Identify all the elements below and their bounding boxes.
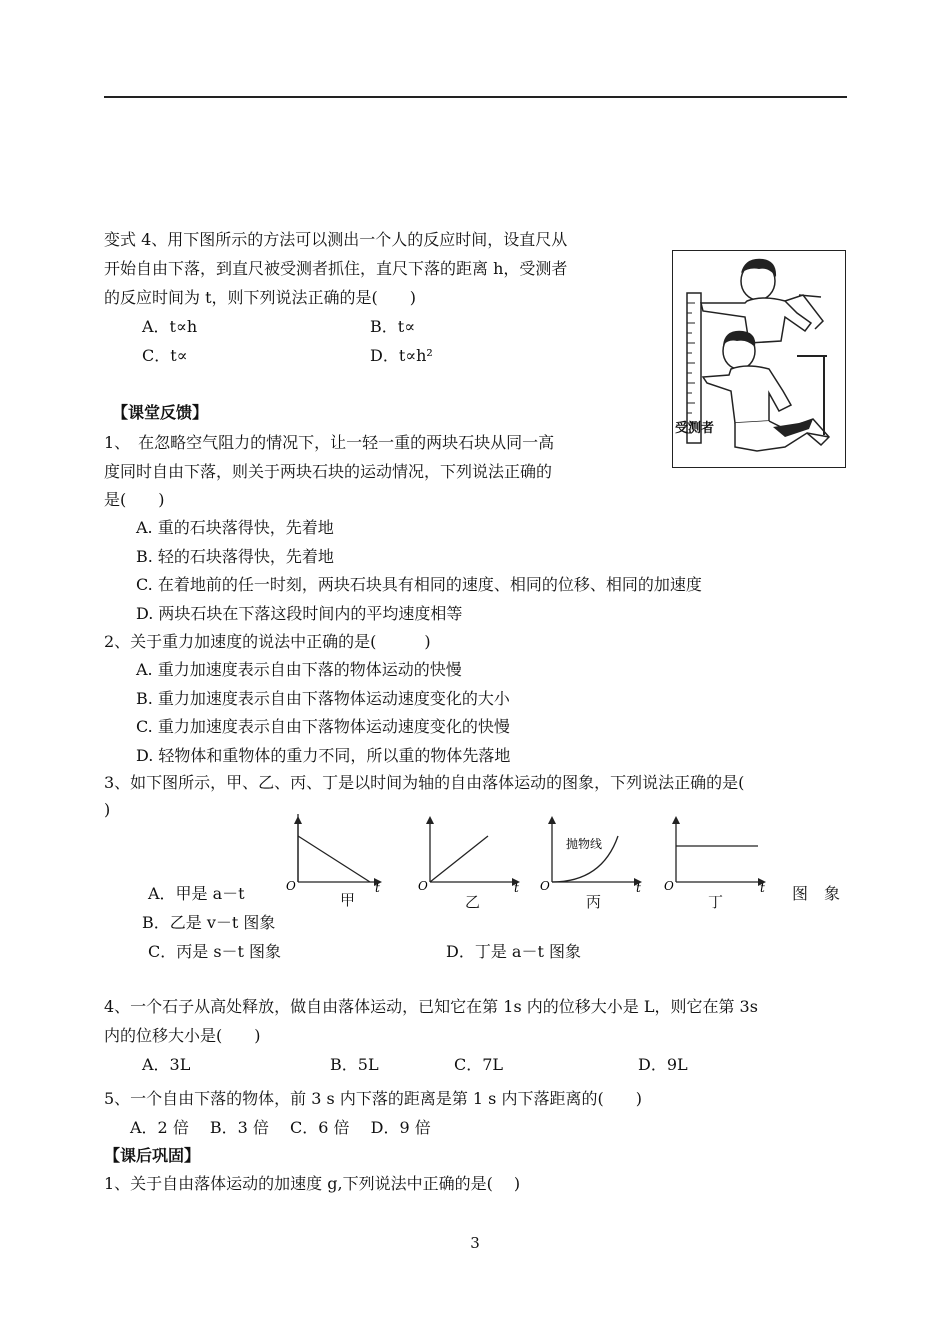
page-number: 3	[470, 1234, 480, 1252]
q2-stem: 2、关于重力加速度的说法中正确的是( )	[104, 632, 431, 651]
header-rule	[104, 96, 847, 98]
q1-option-d: D. 两块石块在下落这段时间内的平均速度相等	[136, 604, 463, 623]
graph-bing	[536, 814, 648, 894]
q1-option-c: C. 在着地前的任一时刻，两块石块具有相同的速度、相同的位移、相同的加速度	[136, 575, 702, 594]
graph-ding-name: 丁	[708, 893, 724, 911]
q3-option-d: D．丁是 a－t 图象	[446, 942, 581, 961]
q3-option-c: C．丙是 s－t 图象	[148, 942, 282, 961]
q4-option-b: B．5L	[330, 1055, 379, 1074]
q5-stem: 5、一个自由下落的物体，前 3 s 内下落的距离是第 1 s 内下落距离的( )	[104, 1089, 642, 1108]
q4-line-2: 内的位移大小是( )	[104, 1026, 261, 1045]
q1-option-b: B. 轻的石块落得快，先着地	[136, 547, 334, 566]
graph-yi-origin: O	[418, 879, 428, 893]
q1-line-1: 1、 在忽略空气阻力的情况下，让一轻一重的两块石块从同一高	[104, 433, 555, 452]
after-class-q1: 1、关于自由落体运动的加速度 g,下列说法中正确的是( )	[104, 1174, 521, 1193]
feedback-heading: 【课堂反馈】	[112, 403, 209, 422]
reaction-time-illustration	[672, 250, 846, 468]
graph-jia-origin: O	[286, 879, 296, 893]
q4-option-a: A．3L	[142, 1055, 191, 1074]
graph-ding-t-label: t	[760, 881, 765, 894]
variant4-option-b: B．t∝	[370, 317, 416, 336]
q3-option-b: B．乙是 v－t 图象	[142, 913, 276, 932]
q4-line-1: 4、一个石子从高处释放，做自由落体运动，已知它在第 1s 内的位移大小是 L，则它在第 3s	[104, 997, 758, 1016]
q3-option-a-tail: 图 象	[792, 884, 841, 903]
q2-option-a: A. 重力加速度表示自由下落的物体运动的快慢	[136, 660, 462, 679]
q4-option-c: C．7L	[454, 1055, 504, 1074]
graph-jia-name: 甲	[340, 891, 356, 909]
q3-option-a: A．甲是 a－t	[148, 884, 245, 903]
variant4-line-1: 变式 4、用下图所示的方法可以测出一个人的反应时间，设直尺从	[104, 230, 568, 249]
parabola-label: 抛物线	[566, 837, 603, 851]
variant4-line-2: 开始自由下落，到直尺被受测者抓住，直尺下落的距离 h，受测者	[104, 259, 568, 278]
graph-bing-origin: O	[540, 879, 550, 893]
graph-yi	[414, 814, 524, 894]
graph-ding-origin: O	[664, 879, 674, 893]
graph-jia-t-label: t	[375, 881, 380, 894]
q4-option-d: D．9L	[638, 1055, 688, 1074]
variant4-option-c: C．t∝	[142, 346, 188, 365]
q1-line-3: 是( )	[104, 490, 165, 509]
graph-bing-t-label: t	[636, 881, 641, 894]
variant4-option-d: D．t∝h²	[370, 346, 433, 365]
q3-line-1: 3、如下图所示，甲、乙、丙、丁是以时间为轴的自由落体运动的图象，下列说法正确的是(	[104, 773, 745, 792]
graph-yi-name: 乙	[465, 893, 481, 911]
variant4-line-3: 的反应时间为 t，则下列说法正确的是( )	[104, 288, 417, 307]
variant4-option-a: A．t∝h	[142, 317, 198, 336]
q2-option-c: C. 重力加速度表示自由下落物体运动速度变化的快慢	[136, 717, 510, 736]
graph-yi-t-label: t	[514, 881, 519, 894]
graph-ding	[660, 814, 772, 894]
tested-person-label: 受测者	[675, 421, 715, 436]
after-class-heading: 【课后巩固】	[104, 1146, 201, 1165]
q2-option-d: D. 轻物体和重物体的重力不同，所以重的物体先落地	[136, 746, 511, 765]
q1-option-a: A. 重的石块落得快，先着地	[136, 518, 334, 537]
graph-jia	[284, 814, 384, 894]
q2-option-b: B. 重力加速度表示自由下落物体运动速度变化的大小	[136, 689, 510, 708]
q5-options: A．2 倍 B．3 倍 C．6 倍 D．9 倍	[130, 1118, 431, 1137]
graph-bing-name: 丙	[586, 893, 602, 911]
q3-line-2: )	[104, 800, 111, 819]
q1-line-2: 度同时自由下落，则关于两块石块的运动情况，下列说法正确的	[104, 462, 553, 481]
